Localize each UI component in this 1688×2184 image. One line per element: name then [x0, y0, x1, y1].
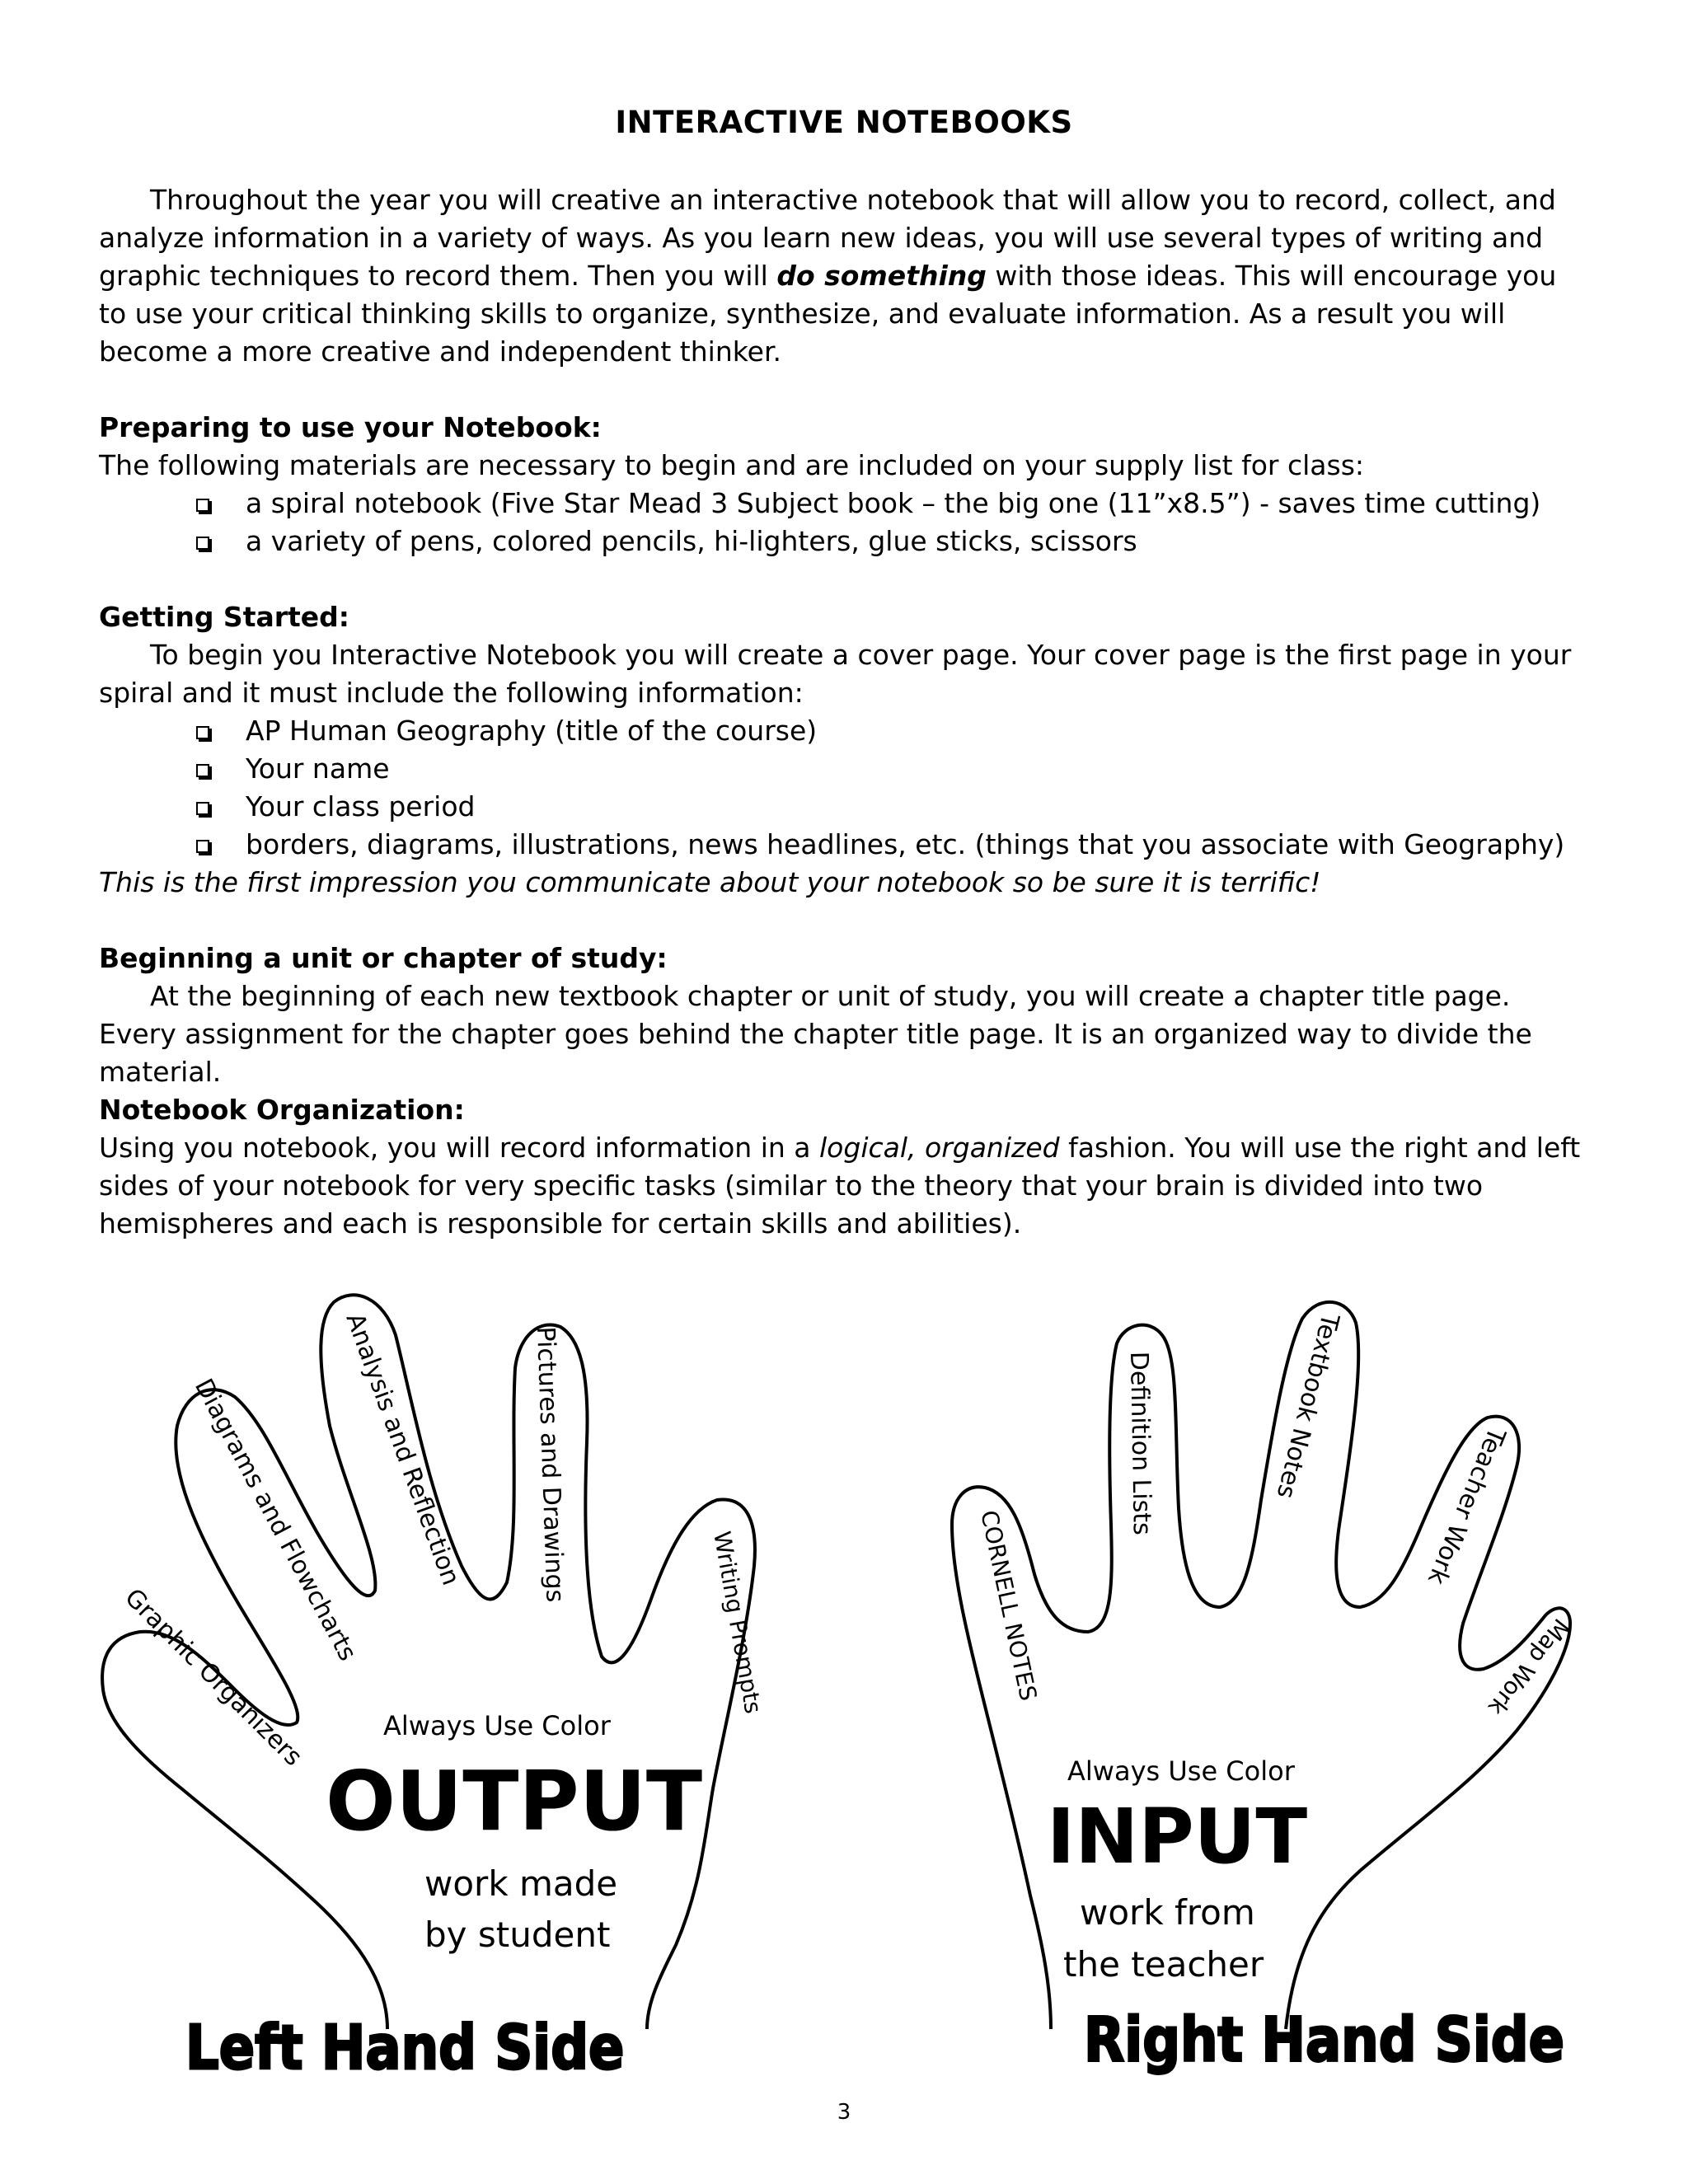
- intro-text-2: with those ideas. This will encourage you to use your critical thinking skills to organize, synthesize, and evaluate information. As a result you will become a more creative and independent thinker.: [99, 260, 1557, 368]
- left-sub-line-2: by student: [424, 1915, 611, 1955]
- organization-heading: Notebook Organization:: [99, 1094, 465, 1126]
- right-sub-line-1: work from: [1080, 1892, 1255, 1933]
- intro-paragraph: [99, 181, 1582, 371]
- intro-section: [99, 181, 1582, 371]
- checkbox-icon: [196, 840, 209, 853]
- preparing-list: [99, 485, 1582, 560]
- cover-page-list: [99, 712, 1582, 864]
- right-finger-label-4: Teacher Work: [1421, 1423, 1512, 1589]
- right-hand-icon: [952, 1302, 1570, 2029]
- right-color-note: Always Use Color: [1067, 1755, 1295, 1787]
- checkbox-icon: [196, 537, 209, 550]
- beginning-unit-text: At the beginning of each new textbook chapter or unit of study, you will create a chapter title page. Every assignment for the chapter goes behind the chapter title page. It is an organized way to divide the material.: [99, 980, 1532, 1088]
- organization-section: [99, 1091, 1582, 1243]
- checkbox-icon: [196, 499, 209, 512]
- getting-started-section: [99, 598, 1582, 902]
- cover-page-note: This is the first impression you communicate about your notebook so be sure it is terrific!: [99, 866, 1321, 898]
- preparing-text: The following materials are necessary to begin and are included on your supply list for class:: [99, 449, 1364, 481]
- beginning-unit-section: [99, 940, 1582, 1091]
- list-item: a variety of pens, colored pencils, hi-lighters, glue sticks, scissors: [246, 523, 1582, 560]
- organization-emphasis: logical, organized: [819, 1132, 1060, 1164]
- left-finger-label-3: Analysis and Reflection: [340, 1309, 466, 1590]
- preparing-section: [99, 409, 1582, 560]
- getting-started-text: To begin you Interactive Notebook you will create a cover page. Your cover page is the first page in your spiral and it must include the following information:: [99, 639, 1572, 709]
- getting-started-heading: Getting Started:: [99, 601, 349, 633]
- right-finger-label-1: CORNELL NOTES: [975, 1507, 1043, 1704]
- left-color-note: Always Use Color: [383, 1710, 611, 1741]
- checkbox-icon: [196, 802, 209, 815]
- list-item: borders, diagrams, illustrations, news headlines, etc. (things that you associate with Geography): [246, 826, 1582, 864]
- right-finger-label-5: Map Work: [1482, 1613, 1575, 1721]
- preparing-heading: Preparing to use your Notebook:: [99, 411, 602, 443]
- left-big-word: OUTPUT: [326, 1753, 703, 1849]
- right-hand-caption: Right Hand Side: [1084, 2005, 1565, 2076]
- list-item: a spiral notebook (Five Star Mead 3 Subject book – the big one (11”x8.5”) - saves time cutting): [246, 485, 1582, 523]
- right-sub-line-2: the teacher: [1063, 1944, 1264, 1985]
- left-finger-label-2: Diagrams and Flowcharts: [188, 1374, 363, 1666]
- left-sub-line-1: work made: [424, 1863, 618, 1904]
- left-finger-label-5: Writing Prompts: [708, 1529, 767, 1716]
- left-finger-label-4: Pictures and Drawings: [531, 1326, 570, 1603]
- left-finger-label-1: Graphic Organizers: [119, 1582, 308, 1772]
- beginning-unit-heading: Beginning a unit or chapter of study:: [99, 942, 668, 974]
- page-title: INTERACTIVE NOTEBOOKS: [615, 105, 1073, 140]
- checkbox-icon: [196, 726, 209, 739]
- hands-illustration: [0, 1261, 1688, 2102]
- right-finger-label-2: Definition Lists: [1124, 1351, 1156, 1535]
- intro-text-1: Throughout the year you will creative an interactive notebook that will allow you to record, collect, and analyze information in a variety of ways. As you learn new ideas, you will use several types of writing and graphic techniques to record them. Then you will: [99, 184, 1556, 292]
- checkbox-icon: [196, 764, 209, 777]
- right-big-word: INPUT: [1047, 1793, 1308, 1881]
- organization-text: Using you notebook, you will record information in a logical, organized fashion. You will use the right and left sides of your notebook for very specific tasks (similar to the theory that your brain is divided into two hemispheres and each is responsible for certain skills and abilities).: [99, 1132, 1581, 1240]
- page-number: 3: [837, 2100, 851, 2125]
- list-item: Your class period: [246, 788, 1582, 826]
- intro-emphasis: do something: [776, 260, 987, 292]
- right-finger-label-3: Textbook Notes: [1270, 1310, 1345, 1502]
- list-item: Your name: [246, 750, 1582, 788]
- left-hand-caption: Left Hand Side: [185, 2013, 625, 2083]
- list-item: AP Human Geography (title of the course): [246, 712, 1582, 750]
